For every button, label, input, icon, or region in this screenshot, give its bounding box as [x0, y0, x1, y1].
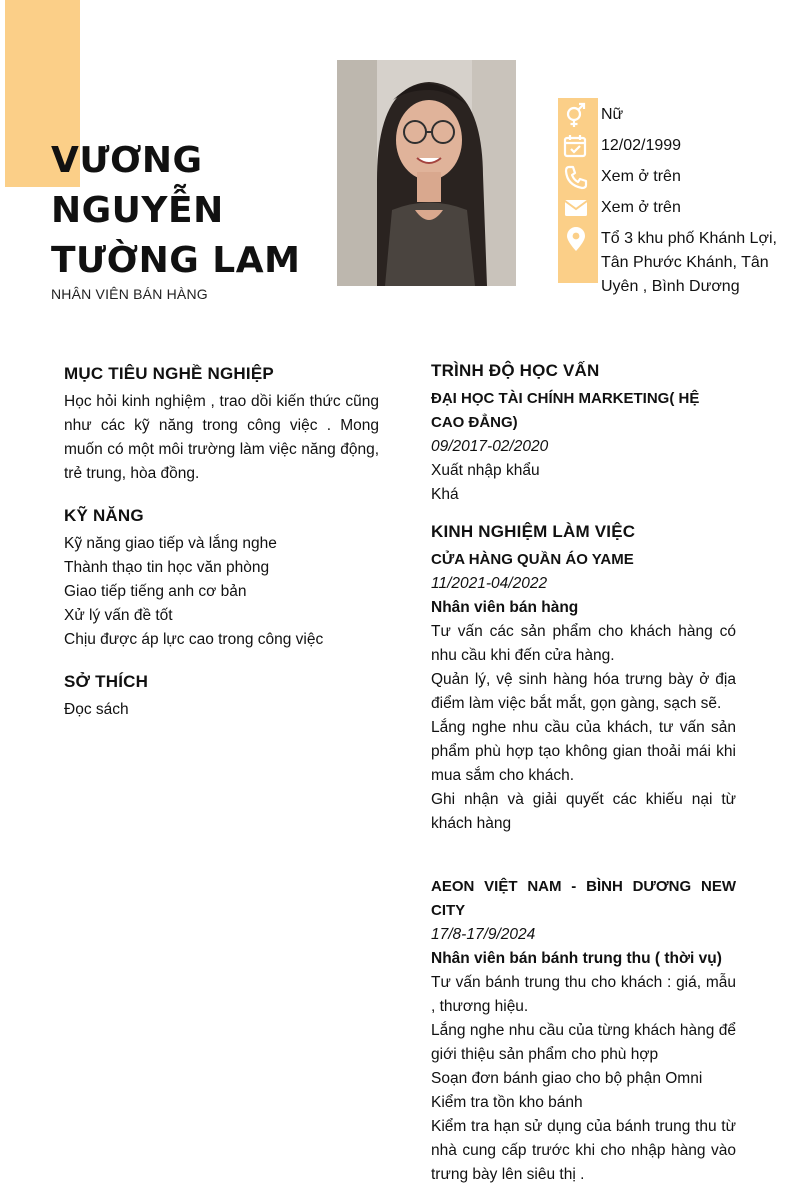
address-value: Tổ 3 khu phố Khánh Lợi, Tân Phước Khánh, Tân Uyên , Bình Dương: [601, 230, 777, 295]
job-duty: Lắng nghe nhu cầu của từng khách hàng để giới thiệu sản phẩm cho phù hợp: [431, 1022, 736, 1063]
job-company: CỬA HÀNG QUẦN ÁO YAME: [431, 551, 634, 568]
job-company: AEON VIỆT NAM - BÌNH DƯƠNG NEW CITY: [431, 878, 736, 919]
phone-value: Xem ở trên: [601, 168, 681, 185]
skill-item: Kỹ năng giao tiếp và lắng nghe: [64, 535, 277, 552]
email-value: Xem ở trên: [601, 199, 681, 216]
job-role: Nhân viên bán hàng: [431, 599, 579, 616]
job-duty: Ghi nhận và giải quyết các khiếu nại từ khách hàng: [431, 791, 736, 832]
education-school: ĐẠI HỌC TÀI CHÍNH MARKETING( HỆ CAO ĐẲNG): [431, 390, 700, 431]
candidate-name: [51, 136, 331, 286]
objective-text: Học hỏi kinh nghiệm , trao dồi kiến thức cũng như các kỹ năng trong công việc . Mong muốn có một môi trường làm việc năng động, trẻ trung, hòa đồng.: [64, 393, 379, 482]
gender-icon: [562, 101, 590, 129]
job-role: Nhân viên bán bánh trung thu ( thời vụ): [431, 950, 722, 967]
profile-photo: [337, 60, 516, 286]
objective-title: MỤC TIÊU NGHỀ NGHIỆP: [64, 364, 274, 383]
job-duty: Kiểm tra tồn kho bánh: [431, 1094, 583, 1111]
job-duty: Lắng nghe nhu cầu của khách, tư vấn sản phẩm phù hợp tạo không gian thoải mái khi mua sắm cho khách.: [431, 719, 736, 784]
job-duty: Soạn đơn bánh giao cho bộ phận Omni: [431, 1070, 703, 1087]
skill-item: Thành thạo tin học văn phòng: [64, 559, 270, 576]
skill-item: Giao tiếp tiếng anh cơ bản: [64, 583, 247, 600]
job-duty: Tư vấn các sản phẩm cho khách hàng có nhu cầu khi đến cửa hàng.: [431, 623, 736, 664]
skills-title: KỸ NĂNG: [64, 506, 144, 525]
dob-value: 12/02/1999: [601, 137, 682, 154]
location-icon: [562, 225, 590, 253]
experience-title: KINH NGHIỆM LÀM VIỆC: [431, 522, 636, 541]
education-major: Xuất nhập khẩu: [431, 462, 540, 479]
hobbies-title: SỞ THÍCH: [64, 672, 149, 691]
phone-icon: [562, 163, 590, 191]
skill-item: Chịu được áp lực cao trong công việc: [64, 631, 324, 648]
hobby-item: Đọc sách: [64, 701, 129, 718]
education-grade: Khá: [431, 486, 459, 503]
skill-item: Xử lý vấn đề tốt: [64, 607, 173, 624]
job-title: NHÂN VIÊN BÁN HÀNG: [51, 286, 208, 302]
name-line-1: VƯƠNG: [51, 140, 203, 181]
job-duty: Kiểm tra hạn sử dụng của bánh trung thu từ nhà cung cấp trước khi cho nhập hàng vào trưng bày lên siêu thị .: [431, 1118, 736, 1183]
job-period: 11/2021-04/2022: [431, 575, 548, 592]
gender-value: Nữ: [601, 106, 624, 123]
job-period: 17/8-17/9/2024: [431, 926, 536, 943]
job-duty: Tư vấn bánh trung thu cho khách : giá, mẫu , thương hiệu.: [431, 974, 736, 1015]
job-duty: Quản lý, vệ sinh hàng hóa trưng bày ở địa điểm làm việc bắt mắt, gọn gàng, sạch sẽ.: [431, 671, 736, 712]
calendar-icon: [562, 132, 590, 160]
education-period: 09/2017-02/2020: [431, 438, 549, 455]
email-icon: [562, 194, 590, 222]
name-line-2: NGUYỄN: [51, 190, 224, 231]
education-title: TRÌNH ĐỘ HỌC VẤN: [431, 361, 600, 380]
name-line-3: TƯỜNG LAM: [51, 240, 301, 281]
